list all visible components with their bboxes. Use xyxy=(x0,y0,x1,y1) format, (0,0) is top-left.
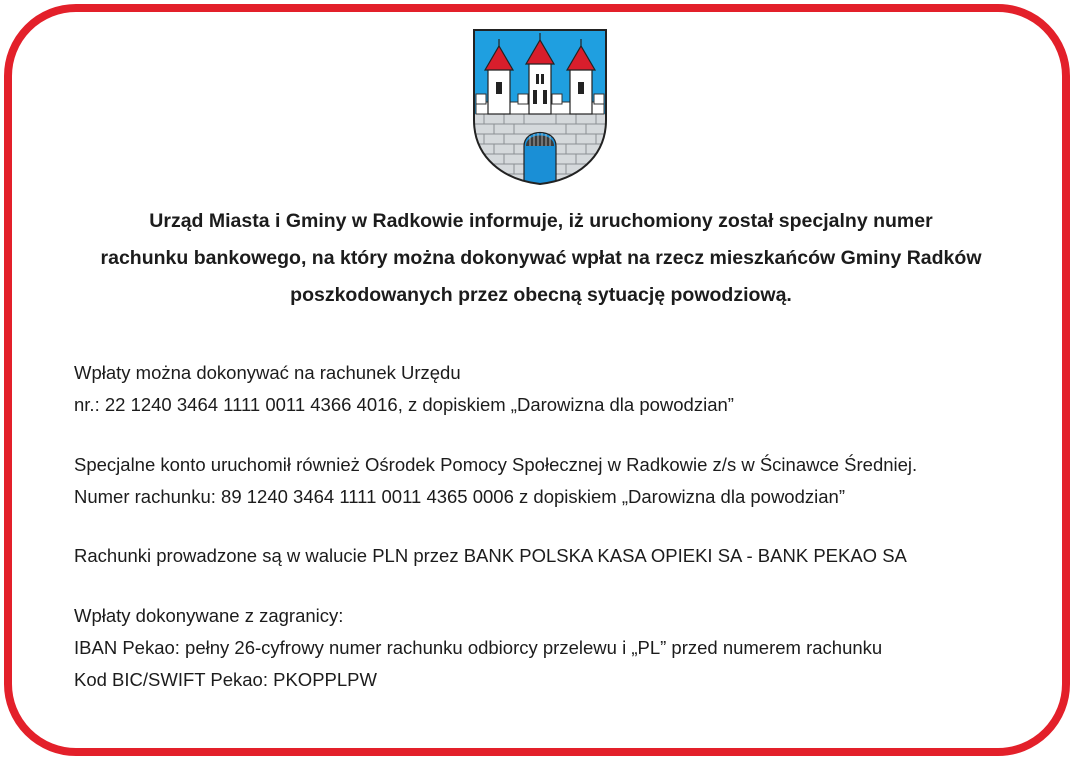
bank-info-section xyxy=(74,540,1064,572)
iban-info: IBAN Pekao: pełny 26-cyfrowy numer rachunku odbiorcy przelewu i „PL” przed numerem rachunku xyxy=(74,637,883,658)
bank-info-line: Rachunki prowadzone są w walucie PLN przez BANK POLSKA KASA OPIEKI SA - BANK PEKAO SA xyxy=(74,545,907,566)
bic-swift-info: Kod BIC/SWIFT Pekao: PKOPPLPW xyxy=(74,669,377,690)
social-welfare-account-number: Numer rachunku: 89 1240 3464 1111 0011 4365 0006 z dopiskiem „Darowizna dla powodzian” xyxy=(74,486,845,507)
foreign-transfers-heading: Wpłaty dokonywane z zagranicy: xyxy=(74,605,344,626)
foreign-transfers-section xyxy=(74,600,1064,696)
social-welfare-intro: Specjalne konto uruchomił również Ośrodek Pomocy Społecznej w Radkowie z/s w Ścinawce Średniej. xyxy=(74,454,918,475)
office-account-section xyxy=(74,357,1064,421)
social-welfare-account-section xyxy=(74,449,1064,513)
headline-line-2: rachunku bankowego, na który można dokonywać wpłat na rzecz mieszkańców Gminy Radków xyxy=(100,247,982,269)
office-account-intro: Wpłaty można dokonywać na rachunek Urzędu xyxy=(74,362,461,383)
announcement-headline xyxy=(30,203,1052,314)
headline-line-1: Urząd Miasta i Gminy w Radkowie informuje, iż uruchomiony został specjalny numer xyxy=(149,210,933,232)
office-account-number: nr.: 22 1240 3464 1111 0011 4366 4016, z dopiskiem „Darowizna dla powodzian” xyxy=(74,394,734,415)
headline-line-3: poszkodowanych przez obecną sytuację powodziową. xyxy=(290,284,792,306)
radkow-coat-of-arms-icon xyxy=(472,28,608,186)
